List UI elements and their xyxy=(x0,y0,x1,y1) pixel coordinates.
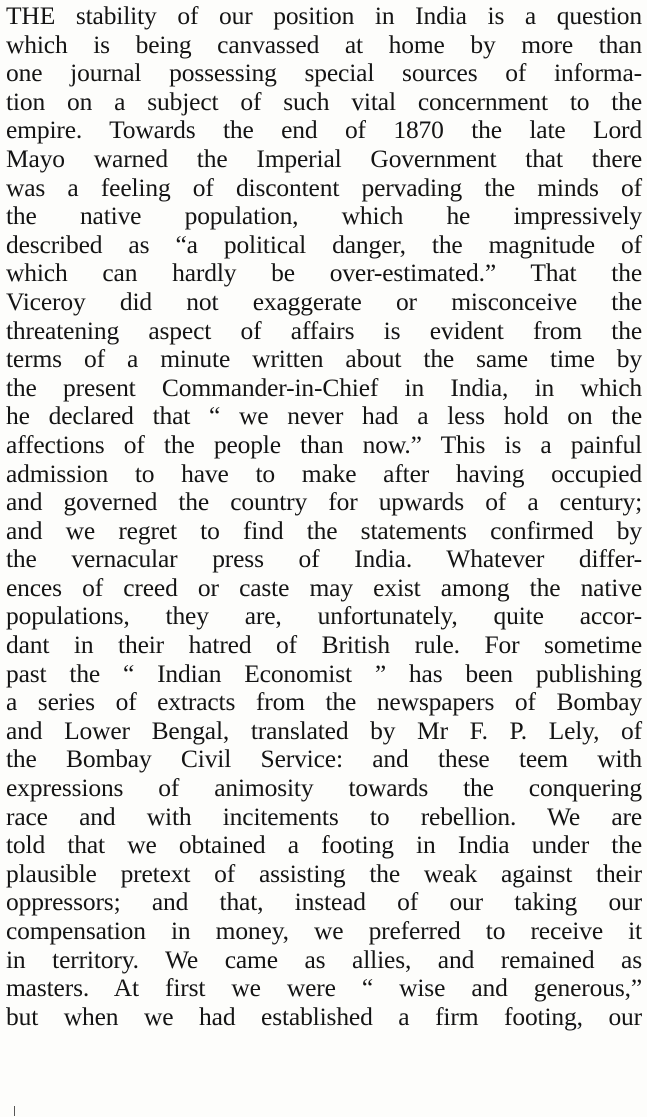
article-line: a series of extracts from the newspapers of Bombay xyxy=(6,687,642,717)
article-line: and governed the country for upwards of a century; xyxy=(6,487,642,517)
cut-off-next-line xyxy=(0,1104,647,1117)
article-line: he declared that “ we never had a less hold on the xyxy=(6,401,642,431)
article-line: described as “a political danger, the magnitude of xyxy=(6,229,642,259)
article-line: was a feeling of discontent pervading the minds of xyxy=(6,172,642,202)
article-line: told that we obtained a footing in India under the xyxy=(6,830,642,860)
article-line: but when we had established a firm footing, our xyxy=(6,1001,642,1031)
article-column xyxy=(6,2,642,1031)
article-line: plausible pretext of assisting the weak against their xyxy=(6,858,642,888)
article-line: and we regret to find the statements confirmed by xyxy=(6,515,642,545)
article-line: in territory. We came as allies, and remained as xyxy=(6,944,642,974)
article-line: terms of a minute written about the same time by xyxy=(6,344,642,374)
article-line: race and with incitements to rebellion. We are xyxy=(6,801,642,831)
article-line: the vernacular press of India. Whatever differ- xyxy=(6,544,642,574)
article-line: past the “ Indian Economist ” has been publishing xyxy=(6,658,642,688)
article-line: Mayo warned the Imperial Government that there xyxy=(6,143,642,173)
article-line: which is being canvassed at home by more than xyxy=(6,29,642,59)
article-line: expressions of animosity towards the conquering xyxy=(6,773,642,803)
ink-fragment xyxy=(14,1106,15,1116)
article-line: Viceroy did not exaggerate or misconceive the xyxy=(6,286,642,316)
article-line: one journal possessing special sources of informa- xyxy=(6,58,642,88)
article-line: and Lower Bengal, translated by Mr F. P. Lely, of xyxy=(6,715,642,745)
article-line: dant in their hatred of British rule. For sometime xyxy=(6,630,642,660)
article-line: admission to have to make after having occupied xyxy=(6,458,642,488)
article-line: empire. Towards the end of 1870 the late Lord xyxy=(6,115,642,145)
article-line: the native population, which he impressively xyxy=(6,201,642,231)
article-line: compensation in money, we preferred to receive it xyxy=(6,916,642,945)
article-line: tion on a subject of such vital concernment to the xyxy=(6,86,642,116)
article-line: masters. At first we were “ wise and generous,” xyxy=(6,973,642,1003)
article-line: oppressors; and that, instead of our taking our xyxy=(6,887,642,917)
article-line: the present Commander-in-Chief in India, in which xyxy=(6,372,642,402)
article-line: threatening aspect of affairs is evident from the xyxy=(6,315,642,345)
article-line: ences of creed or caste may exist among the native xyxy=(6,572,642,602)
article-line: the Bombay Civil Service: and these teem with xyxy=(6,744,642,774)
article-line: THE stability of our position in India is a question xyxy=(6,1,642,30)
article-line: populations, they are, unfortunately, quite accor- xyxy=(6,601,642,631)
article-line: which can hardly be over-estimated.” That the xyxy=(6,258,642,288)
article-line: affections of the people than now.” This is a painful xyxy=(6,429,642,459)
